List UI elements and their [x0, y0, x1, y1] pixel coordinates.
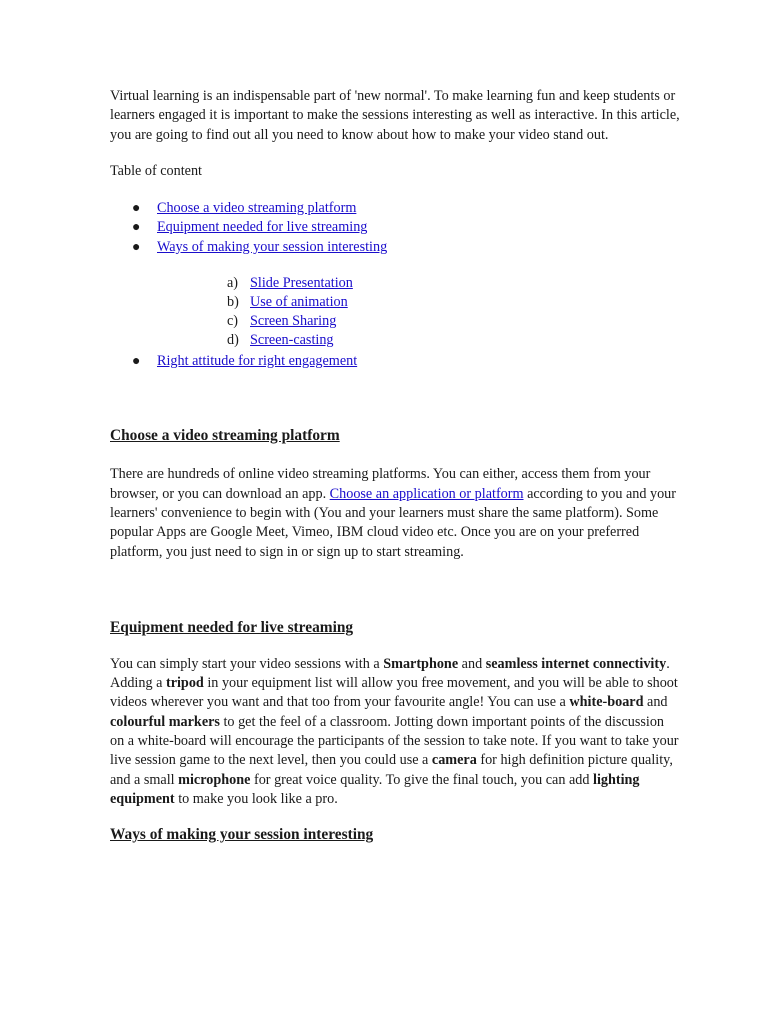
toc-sub-list	[157, 274, 680, 350]
toc-sub-item	[157, 293, 680, 312]
toc-link-screen-sharing[interactable]: Screen Sharing	[250, 313, 337, 330]
bold-term: white-board	[569, 694, 644, 711]
toc-link-screen-casting[interactable]: Screen-casting	[250, 332, 334, 349]
toc-item	[110, 352, 680, 371]
text-segment: to get the feel of a classroom. Jotting down important points of the discussion on a white-board will encourage the participants of the session to take note. If you want to take your live session game to the next level, then you could use a	[110, 713, 679, 769]
text-segment: in your equipment list will allow you free movement, and you will be able to shoot videos wherever you want and that too from your favourite angle! You can use a	[110, 675, 678, 711]
intro-paragraph: Virtual learning is an indispensable part of 'new normal'. To make learning fun and keep students or learners engaged it is important to make the sessions interesting as well as interactive. In this article, you are going to find out all you need to know about how to make your video stand out.	[110, 88, 680, 143]
bold-term: Smartphone	[383, 655, 459, 672]
text-segment: according to you and your learners' convenience to begin with (You and your learners must share the same platform). Some popular Apps are Google Meet, Vimeo, IBM cloud video etc. Once you are on your preferred platform, you just need to sign in or sign up to start streaming.	[110, 485, 677, 560]
toc-item	[110, 199, 680, 218]
toc-link-equipment[interactable]: Equipment needed for live streaming	[157, 219, 368, 236]
toc-sub-item	[157, 312, 680, 331]
bullet-icon: ●	[132, 201, 141, 217]
toc-sub-item	[157, 331, 680, 350]
table-of-contents	[110, 199, 680, 371]
paragraph-streaming-platform	[110, 465, 680, 561]
toc-sub-item	[157, 274, 680, 293]
text-segment: for great voice quality. To give the final touch, you can add	[250, 771, 593, 788]
bullet-icon: ●	[132, 354, 141, 370]
paragraph-equipment	[110, 655, 680, 809]
bullet-icon: ●	[132, 239, 141, 255]
sub-marker: a)	[227, 275, 239, 292]
bold-term: lighting equipment	[110, 771, 640, 807]
heading-equipment: Equipment needed for live streaming	[110, 618, 354, 636]
sub-marker: d)	[227, 332, 239, 349]
sub-marker: c)	[227, 313, 239, 330]
link-choose-application[interactable]: Choose an application or platform	[329, 485, 524, 502]
toc-item	[110, 218, 680, 237]
text-segment: There are hundreds of online video streaming platforms. You can either, access them from your browser, or you can download an app.	[110, 466, 651, 502]
toc-title: Table of content	[110, 162, 202, 179]
toc-link-right-attitude[interactable]: Right attitude for right engagement	[157, 353, 358, 370]
text-segment: and	[643, 694, 668, 711]
bold-term: microphone	[178, 771, 251, 788]
bold-term: tripod	[165, 675, 204, 692]
toc-link-slide-presentation[interactable]: Slide Presentation	[250, 275, 353, 292]
text-segment: You can simply start your video sessions with a	[110, 655, 384, 672]
toc-link-animation[interactable]: Use of animation	[250, 294, 348, 311]
toc-link-streaming-platform[interactable]: Choose a video streaming platform	[157, 200, 357, 217]
toc-item	[110, 238, 680, 350]
sub-marker: b)	[227, 294, 239, 311]
text-segment: . Adding a	[110, 655, 670, 692]
bold-term: colourful markers	[110, 713, 220, 730]
bold-term: camera	[431, 752, 477, 769]
text-segment: to make you look like a pro.	[174, 790, 338, 807]
heading-ways-interesting: Ways of making your session interesting	[110, 826, 374, 844]
bold-term: seamless internet connectivity	[485, 655, 667, 672]
bullet-icon: ●	[132, 220, 141, 236]
heading-streaming-platform: Choose a video streaming platform	[110, 427, 340, 445]
text-segment: for high definition picture quality, and a small	[110, 752, 673, 788]
toc-link-ways-interesting[interactable]: Ways of making your session interesting	[157, 238, 388, 255]
article-body	[110, 87, 680, 845]
text-segment: and	[458, 655, 486, 672]
